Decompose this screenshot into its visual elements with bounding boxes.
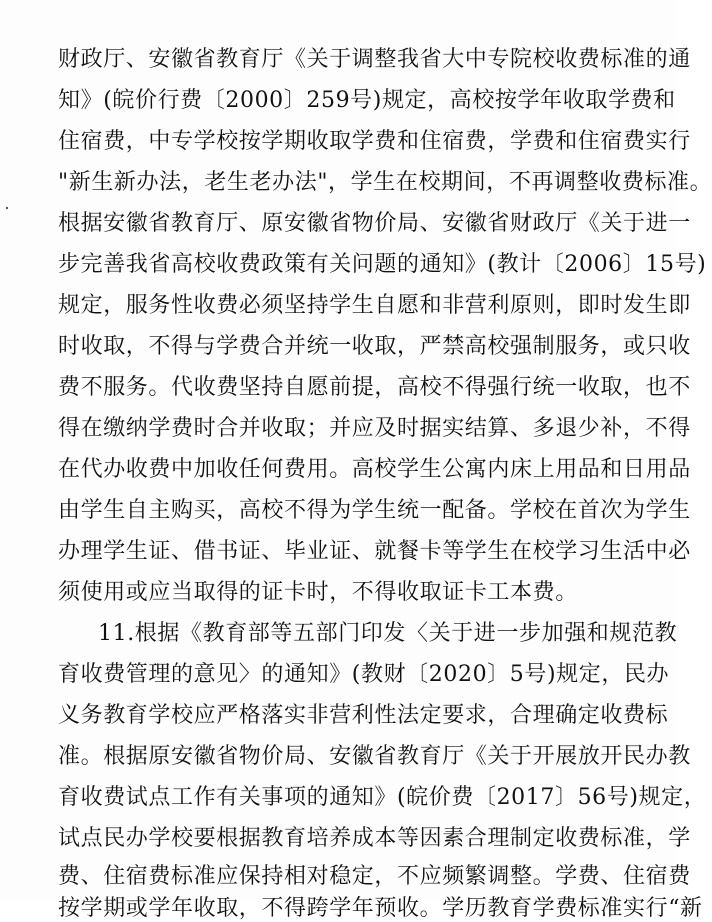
text-line: 办理学生证、借书证、毕业证、就餐卡等学生在校学习生活中必 bbox=[58, 539, 691, 564]
text-line: 由学生自主购买，高校不得为学生统一配备。学校在首次为学生 bbox=[58, 498, 691, 523]
text-line: 育收费管理的意见〉的通知》(教财〔2020〕5号)规定，民办 bbox=[58, 662, 670, 687]
text-line: 试点民办学校要根据教育培养成本等因素合理制定收费标准，学 bbox=[58, 826, 691, 851]
text-line: 费不服务。代收费坚持自愿前提，高校不得强行统一收取，也不 bbox=[58, 375, 691, 400]
text-line: 根据安徽省教育厅、原安徽省物价局、安徽省财政厅《关于进一 bbox=[58, 211, 691, 236]
text-line-cut: 按学期或学年收取，不得跨学年预收。学历教育学费标准实行“新 bbox=[58, 896, 703, 921]
text-line: 知》(皖价行费〔2000〕259号)规定，高校按学年收取学费和 bbox=[58, 88, 676, 113]
paragraph-start-line: 11.根据《教育部等五部门印发〈关于进一步加强和规范教 bbox=[98, 621, 678, 646]
text-line: 育收费试点工作有关事项的通知》(皖价费〔2017〕56号)规定， bbox=[58, 785, 707, 810]
text-line: 费、住宿费标准应保持相对稳定，不应频繁调整。学费、住宿费 bbox=[58, 864, 691, 889]
text-line: 义务教育学校应严格落实非营利性法定要求，合理确定收费标 bbox=[58, 703, 669, 728]
text-line: 财政厅、安徽省教育厅《关于调整我省大中专院校收费标准的通 bbox=[58, 47, 691, 72]
text-line: 准。根据原安徽省物价局、安徽省教育厅《关于开展放开民办教 bbox=[58, 744, 691, 769]
scan-speck bbox=[6, 207, 8, 209]
text-line: 步完善我省高校收费政策有关问题的通知》(教计〔2006〕15号) bbox=[58, 252, 707, 277]
text-line: 规定，服务性收费必须坚持学生自愿和非营利原则，即时发生即 bbox=[58, 293, 691, 318]
text-line: "新生新办法，老生老办法"，学生在校期间，不再调整收费标准。 bbox=[58, 170, 712, 195]
text-line: 时收取，不得与学费合并统一收取，严禁高校强制服务，或只收 bbox=[58, 334, 691, 359]
text-line: 得在缴纳学费时合并收取；并应及时据实结算、多退少补，不得 bbox=[58, 416, 691, 441]
text-line: 在代办收费中加收任何费用。高校学生公寓内床上用品和日用品 bbox=[58, 457, 691, 482]
text-line: 须使用或应当取得的证卡时，不得收取证卡工本费。 bbox=[58, 580, 578, 605]
text-line: 住宿费，中专学校按学期收取学费和住宿费，学费和住宿费实行 bbox=[58, 129, 691, 154]
